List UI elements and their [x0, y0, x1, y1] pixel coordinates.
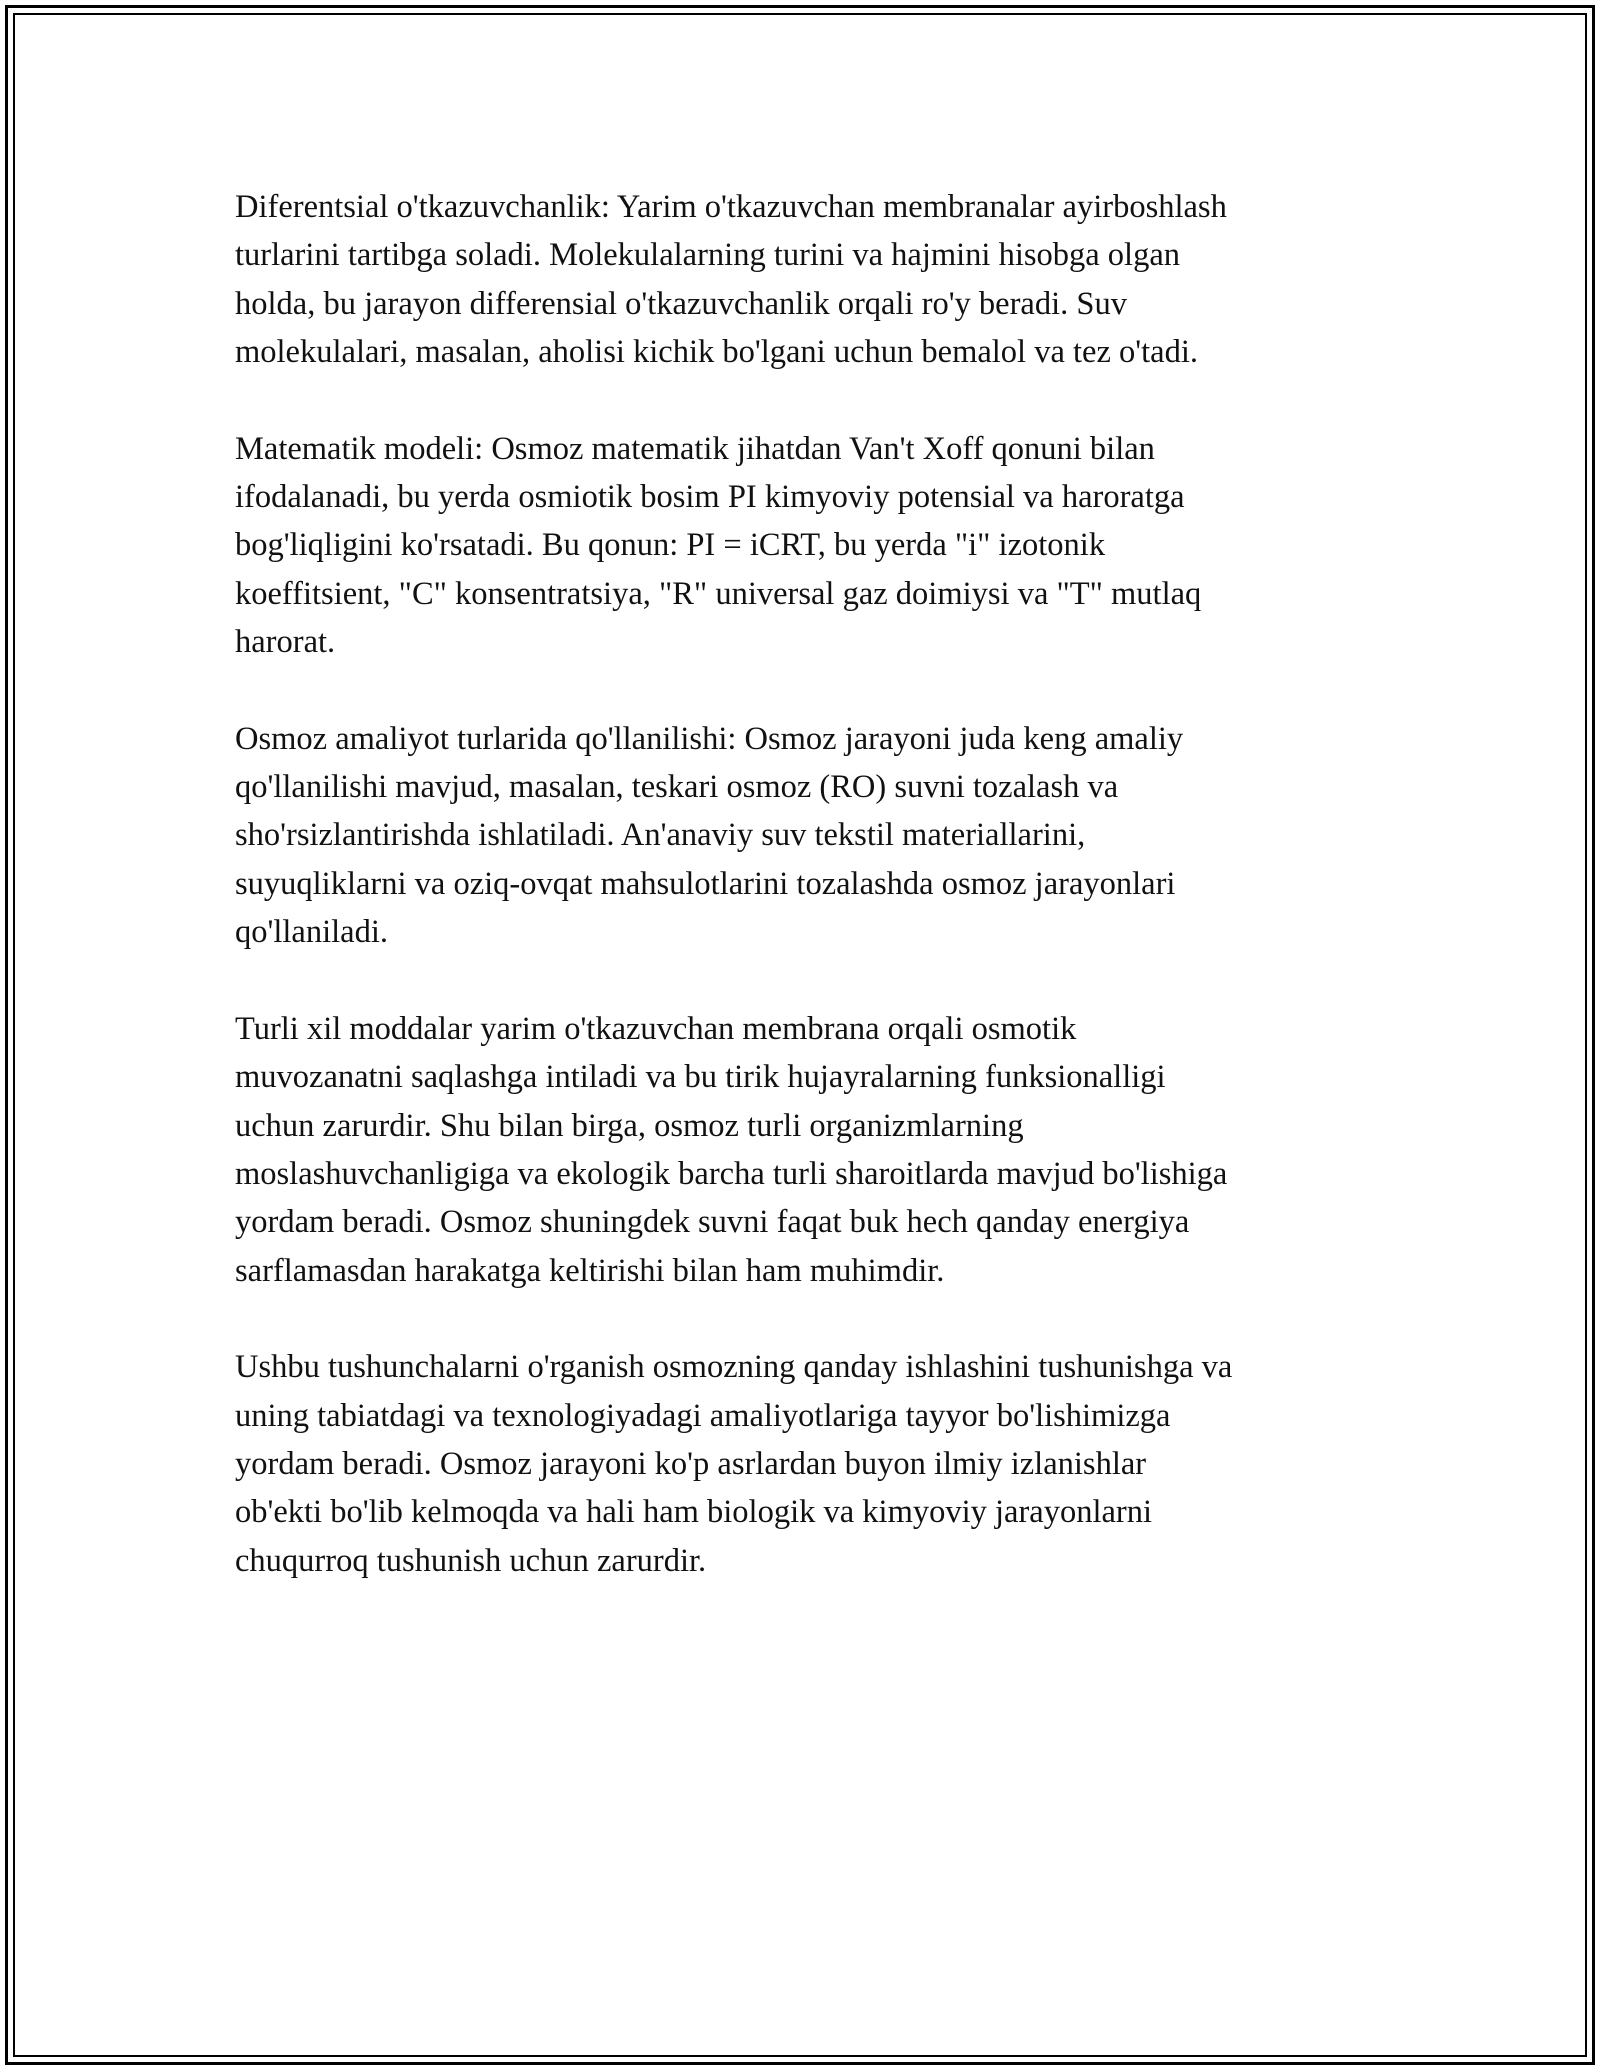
paragraph-differential-permeability: Diferentsial o'tkazuvchanlik: Yarim o'tkazuvchan membranalar ayirboshlash turlarini tartibga soladi. Molekulalarning turini va hajmini hisobga olgan holda, bu jarayon differensial o'tkazuvchanlik orqali ro'y beradi. Suv molekulalari, masalan, aholisi kichik bo'lgani uchun bemalol va tez o'tadi. — [235, 189, 1227, 371]
paragraph-conclusion: Ushbu tushunchalarni o'rganish osmozning qanday ishlashini tushunishga va uning tabiatdagi va texnologiyadagi amaliyotlariga tayyor bo'lishimizga yordam beradi. Osmoz jarayoni ko'p asrlardan buyon ilmiy izlanishlar ob'ekti bo'lib kelmoqda va hali ham biologik va kimyoviy jarayonlarni chuqurroq tushunish uchun zarurdir. — [235, 1349, 1233, 1579]
paragraph-mathematical-model: Matematik modeli: Osmoz matematik jihatdan Van't Xoff qonuni bilan ifodalanadi, bu yerda osmiotik bosim PI kimyoviy potensial va haroratga bog'liqligini ko'rsatadi. Bu qonun: PI = iCRT, bu yerda "i" izotonik koeffitsient, "C" konsentratsiya, "R" universal gaz doimiysi va "T" mutlaq harorat. — [235, 430, 1202, 661]
paragraph-osmotic-balance: Turli xil moddalar yarim o'tkazuvchan membrana orqali osmotik muvozanatni saqlashga intiladi va bu tirik hujayralarning funksionalligi uchun zarurdir. Shu bilan birga, osmoz turli organizmlarning moslashuvchanligiga va ekologik barcha turli sharoitlarda mavjud bo'lishiga yordam beradi. Osmoz shuningdek suvni faqat buk hech qanday energiya sarflamasdan harakatga keltirishi bilan ham muhimdir. — [235, 1010, 1228, 1289]
document-body — [235, 183, 1385, 1633]
paragraph-practical-applications: Osmoz amaliyot turlarida qo'llanilishi: Osmoz jarayoni juda keng amaliy qo'llanilishi mavjud, masalan, teskari osmoz (RO) suvni tozalash va sho'rsizlantirishda ishlatiladi. An'anaviy suv tekstil materiallarini, suyuqliklarni va oziq-ovqat mahsulotlarini tozalashda osmoz jarayonlari qo'llaniladi. — [235, 720, 1184, 951]
